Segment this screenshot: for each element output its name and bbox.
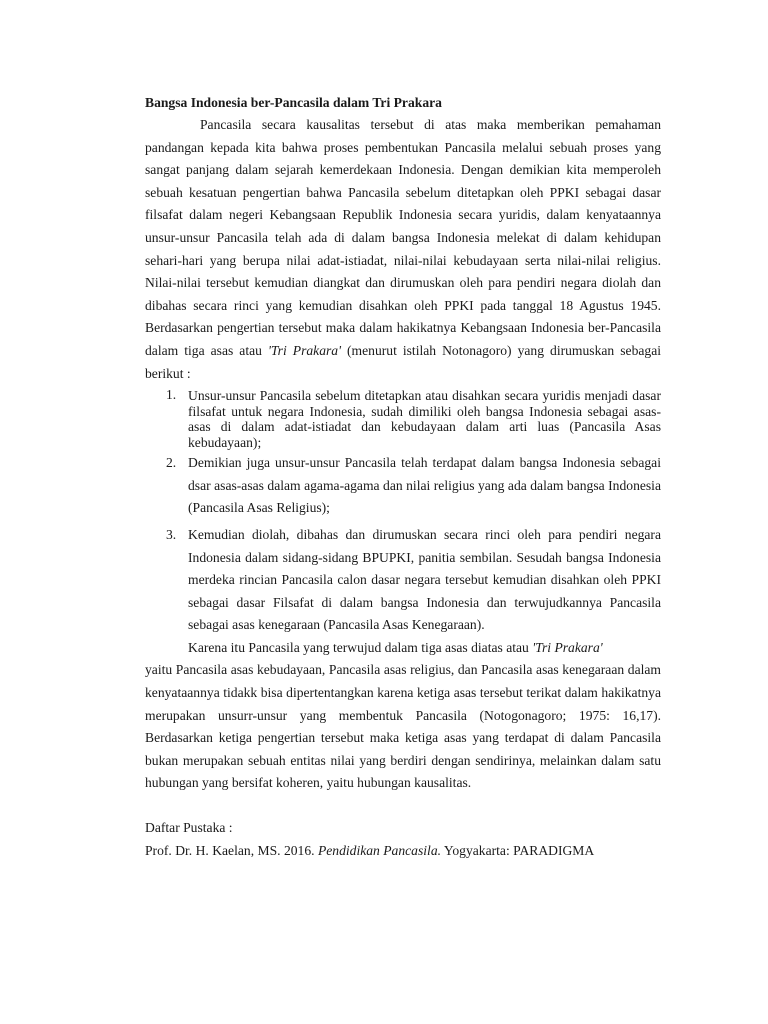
list-item	[145, 387, 661, 452]
reference-author: Prof. Dr. H. Kaelan, MS. 2016.	[145, 842, 318, 858]
intro-text: Pancasila secara kausalitas tersebut di atas maka memberikan pemahaman pandangan kepada kita bahwa proses pembentukan Pancasila melalui sebuah proses yang sangat panjang dalam sejarah kemerdekaan Indonesia. Dengan demikian kita memperoleh sebuah kesatuan pengertian bahwa Pancasila sebelum ditetapkan oleh PPKI sebagai dasar filsafat dalam negeri Kebangsaan Republik Indonesia secara yuridis, dalam kenyataannya unsur-unsur Pancasila telah ada di dalam bangsa Indonesia melekat di dalam kehidupan sehari-hari yang berupa nilai adat-istiadat, nilai-nilai kebudayaan serta nilai-nilai religius. Nilai-nilai tersebut kemudian diangkat dan dirumuskan oleh para pendiri negara diolah dan dibahas secara rinci yang kemudian disahkan oleh PPKI pada tanggal 18 Agustus 1945. Berdasarkan pengertian tersebut maka dalam hakikatnya Kebangsaan Indonesia ber-Pancasila dalam tiga asas atau	[145, 117, 661, 358]
closing-lead-line	[145, 637, 661, 660]
closing-paragraph: yaitu Pancasila asas kebudayaan, Pancasila asas religius, dan Pancasila asas kenegaraan dalam kenyataannya tidakk bisa dipertentangkan karena ketiga asas tersebut terikat dalam hakikatnya merupakan unsurr-unsur yang membentuk Pancasila (Notogonagoro; 1975: 16,17). Berdasarkan ketiga pengertian tersebut maka ketiga asas yang terdapat di dalam Pancasila bukan merupakan sebuah entitas nilai yang berdiri dengan sendirinya, melainkan dalam satu hubungan yang bersifat koheren, yaitu hubungan kausalitas.	[145, 662, 661, 791]
document-page	[145, 92, 661, 862]
intro-tail-text: (menurut istilah Notonagoro) yang dirumuskan sebagai berikut :	[145, 342, 662, 381]
closing-lead-text: Karena itu Pancasila yang terwujud dalam tiga asas diatas atau	[188, 639, 533, 655]
reference-book-title: Pendidikan Pancasila.	[317, 842, 442, 858]
intro-paragraph	[145, 114, 661, 385]
list-item-number: 1.	[166, 387, 177, 403]
asas-list	[145, 387, 661, 637]
document-title: Bangsa Indonesia ber-Pancasila dalam Tri Prakara	[145, 95, 442, 110]
closing-italic-term: 'Tri Prakara'	[532, 639, 603, 655]
list-item-text: Demikian juga unsur-unsur Pancasila telah terdapat dalam bangsa Indonesia sebagai dsar asas-asas dalam agama-agama dan nilai religius yang ada dalam bangsa Indonesia (Pancasila Asas Religius);	[188, 455, 661, 516]
list-item-number: 3.	[166, 526, 177, 542]
list-item-text: Kemudian diolah, dibahas dan dirumuskan secara rinci oleh para pendiri negara Indonesia dalam sidang-sidang BPUPKI, panitia sembilan. Sesudah bangsa Indonesia merdeka rincian Pancasila calon dasar negara tersebut kemudian disahkan oleh PPKI sebagai dasar Filsafat di dalam bangsa Indonesia dan terwujudkannya Pancasila sebagai asas kenegaraan (Pancasila Asas Kenegaraan).	[188, 526, 661, 633]
list-item-text: Unsur-unsur Pancasila sebelum ditetapkan atau disahkan secara yuridis menjadi dasar filsafat untuk negara Indonesia, sudah dimiliki oleh bangsa Indonesia sebagai asas-asas di dalam adat-istiadat dan kebudayaan dalam arti luas (Pancasila Asas kebudayaan);	[188, 388, 661, 450]
list-item	[145, 452, 661, 520]
list-item-number: 2.	[166, 455, 177, 471]
reference-publisher: Yogyakarta: PARADIGMA	[441, 842, 595, 858]
list-item	[145, 524, 661, 637]
references-heading: Daftar Pustaka :	[145, 820, 233, 836]
reference-entry	[145, 840, 661, 863]
intro-italic-term: 'Tri Prakara'	[267, 342, 341, 358]
